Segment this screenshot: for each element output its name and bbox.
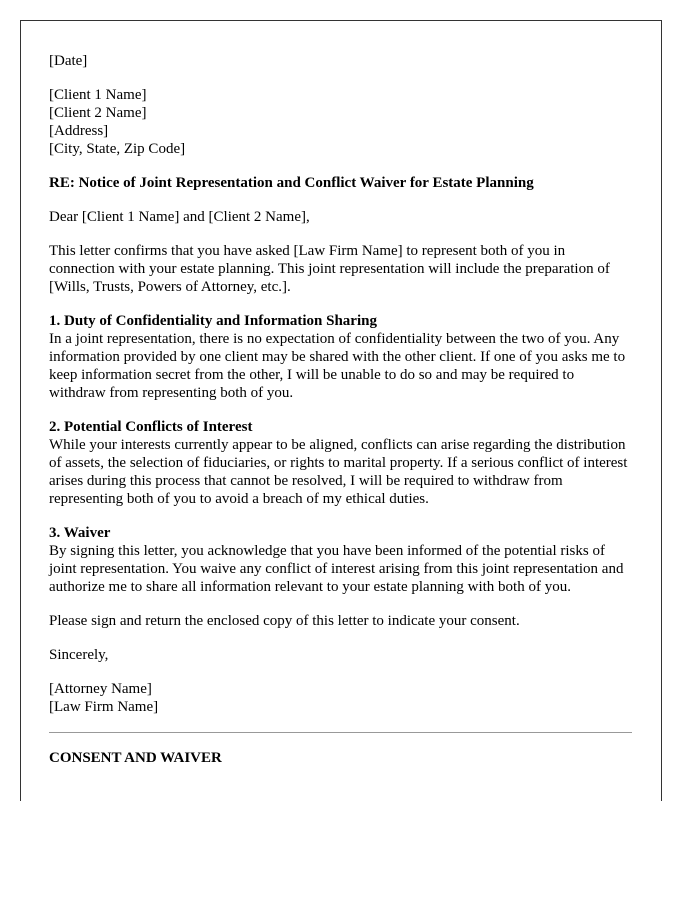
section-body: By signing this letter, you acknowledge that you have been informed of the potential risks of joint representation. You waive any conflict of interest arising from this joint representation and authorize me to share all information relevant to your estate planning with both of you. — [49, 543, 624, 595]
section-waiver — [49, 524, 632, 596]
closing: Sincerely, — [49, 647, 109, 663]
address-line: [Client 2 Name] — [49, 105, 147, 121]
divider — [49, 732, 632, 733]
section-body: In a joint representation, there is no expectation of confidentiality between the two of you. Any information provided by one client may be shared with the other client. If one of you asks me to keep information secret from the other, I will be unable to do so and may be required to withdraw from representing both of you. — [49, 331, 626, 401]
section-body: While your interests currently appear to be aligned, conflicts can arise regarding the distribution of assets, the selection of fiduciaries, or rights to marital property. If a serious conflict of interest arises during this process that cannot be resolved, I will be required to withdraw from representing both of you to avoid a breach of my ethical duties. — [49, 437, 628, 507]
letter-page — [20, 20, 662, 801]
section-heading: 1. Duty of Confidentiality and Information Sharing — [49, 313, 377, 329]
closing-request: Please sign and return the enclosed copy of this letter to indicate your consent. — [49, 613, 520, 629]
firm-name: [Law Firm Name] — [49, 699, 159, 715]
intro-paragraph: This letter confirms that you have asked [Law Firm Name] to represent both of you in connection with your estate planning. This joint representation will include the preparation of [Wills, Trusts, Powers of Attorney, etc.]. — [49, 243, 610, 295]
section-conflicts — [49, 418, 632, 508]
address-line: [City, State, Zip Code] — [49, 141, 186, 157]
attorney-name: [Attorney Name] — [49, 681, 152, 697]
address-line: [Address] — [49, 123, 109, 139]
section-confidentiality — [49, 312, 632, 402]
date: [Date] — [49, 53, 88, 69]
address-line: [Client 1 Name] — [49, 87, 147, 103]
signature-block — [49, 680, 632, 716]
consent-heading: CONSENT AND WAIVER — [49, 750, 222, 766]
salutation: Dear [Client 1 Name] and [Client 2 Name], — [49, 209, 310, 225]
recipient-address — [49, 86, 632, 158]
subject-line: RE: Notice of Joint Representation and Conflict Waiver for Estate Planning — [49, 175, 534, 191]
section-heading: 2. Potential Conflicts of Interest — [49, 419, 253, 435]
section-heading: 3. Waiver — [49, 525, 111, 541]
